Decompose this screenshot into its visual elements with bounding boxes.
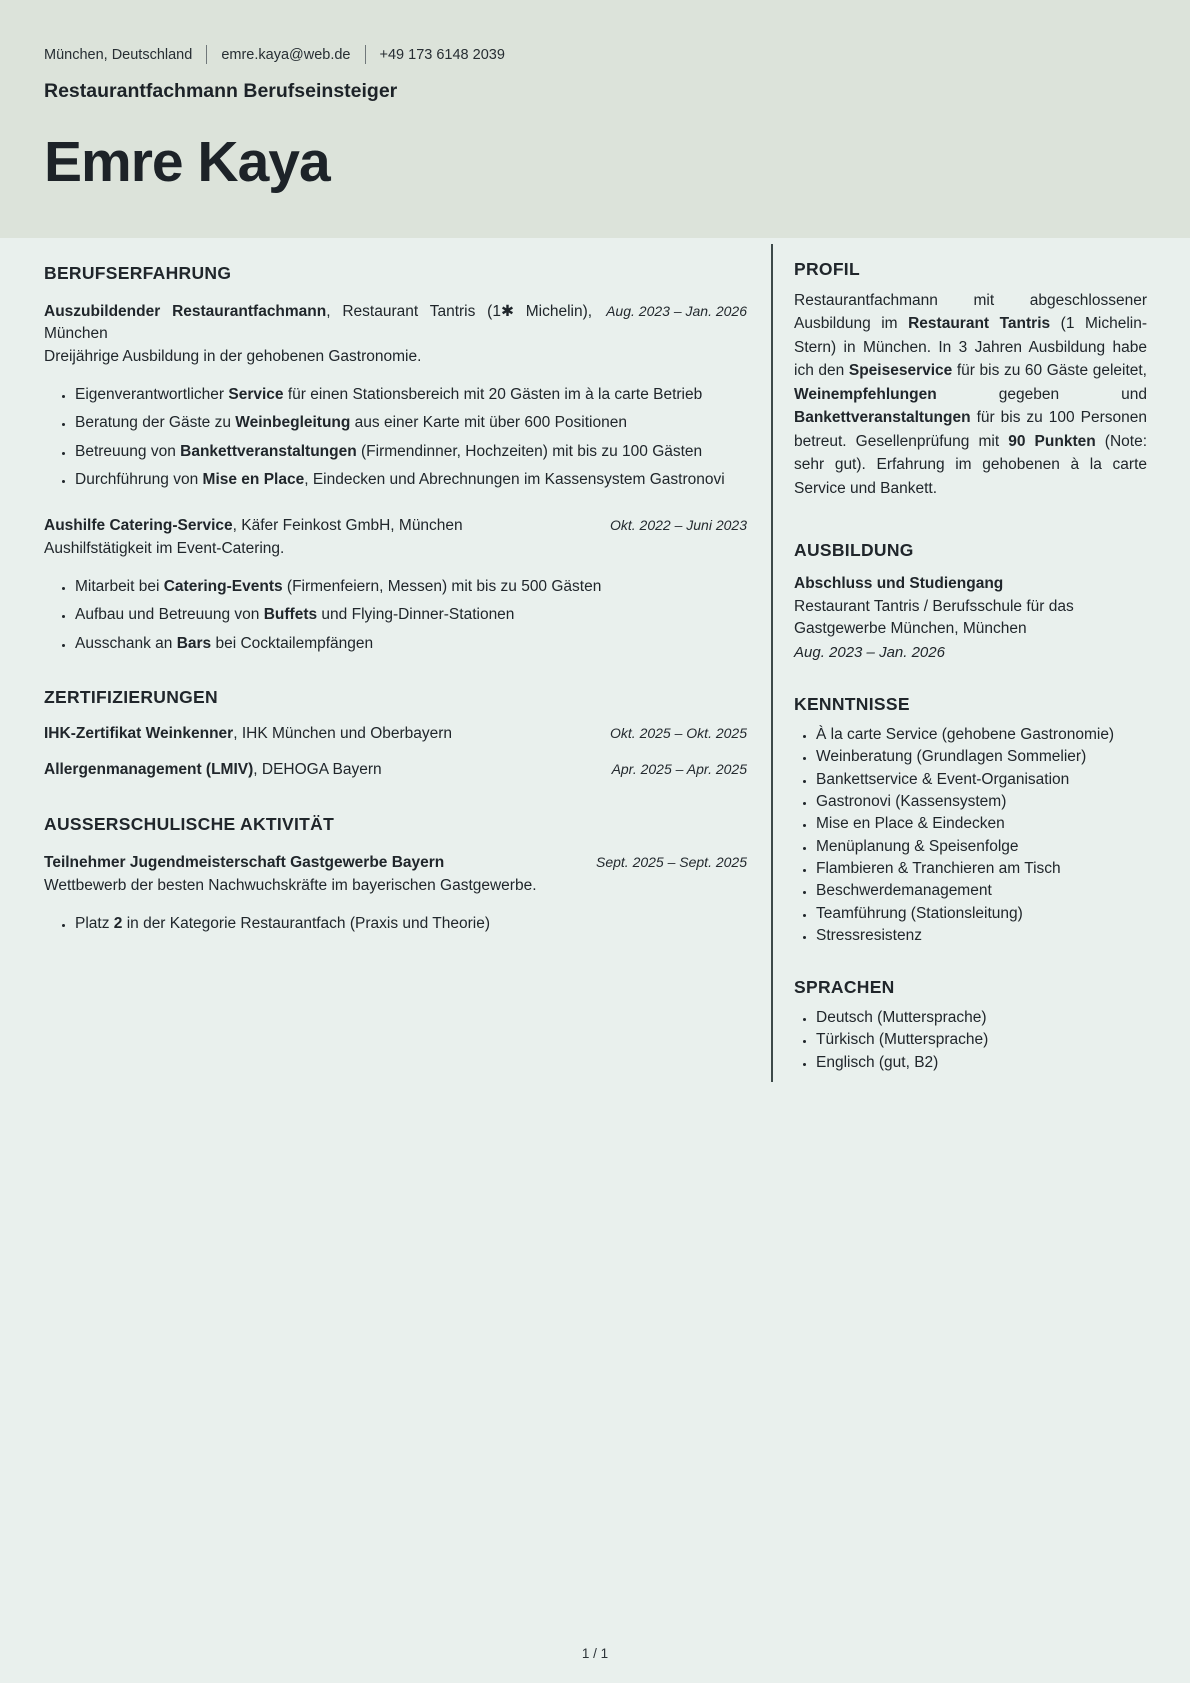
bullet-item: • Aufbau und Betreuung von Buffets und Flying-Dinner-Stationen <box>75 604 747 626</box>
certification-entry <box>44 723 747 745</box>
bullet-item: • Mitarbeit bei Catering-Events (Firmenfeiern, Messen) mit bis zu 500 Gästen <box>75 576 747 598</box>
bullet-item: • Betreuung von Bankettveranstaltungen (Firmendinner, Hochzeiten) mit bis zu 100 Gästen <box>75 441 747 463</box>
entry-date: Okt. 2025 – Okt. 2025 <box>610 725 747 742</box>
section-heading-ausserschulische-aktivitaet: AUSSERSCHULISCHE AKTIVITÄT <box>44 814 335 835</box>
job-subtitle: Restaurantfachmann Berufseinsteiger <box>44 80 398 102</box>
bullet-item: • Durchführung von Mise en Place, Eindecken und Abrechnungen im Kassensystem Gastronovi <box>75 469 747 491</box>
page-number: 1 / 1 <box>581 1646 609 1661</box>
bullet-item: • Beratung der Gäste zu Weinbegleitung aus einer Karte mit über 600 Positionen <box>75 412 747 434</box>
skill-item: • Mise en Place & Eindecken <box>816 813 1147 835</box>
contact-separator <box>365 45 366 64</box>
section-heading-kenntnisse: KENNTNISSE <box>794 694 910 715</box>
entry-header <box>44 515 747 537</box>
section-heading-zertifizierungen: ZERTIFIZIERUNGEN <box>44 687 218 708</box>
entry-description: Dreijährige Ausbildung in der gehobenen Gastronomie. <box>44 347 422 365</box>
entry-date: Sept. 2025 – Sept. 2025 <box>595 854 747 871</box>
skill-item: • Flambieren & Tranchieren am Tisch <box>816 858 1147 880</box>
skill-item: • Weinberatung (Grundlagen Sommelier) <box>816 746 1147 768</box>
entry-description: Aushilfstätigkeit im Event-Catering. <box>44 539 285 557</box>
contact-row <box>44 45 1146 64</box>
skill-item: • Beschwerdemanagement <box>816 880 1147 902</box>
entry-date: Apr. 2025 – Apr. 2025 <box>611 761 747 778</box>
profile-text: Restaurantfachmann mit abgeschlossener Ausbildung im Restaurant Tantris (1 Michelin-Stern) in München. In 3 Jahren Ausbildung habe ich den Speiseservice für bis zu 60 Gäste geleitet, Weinempfehlungen gegeben und Bankettveranstaltungen für bis zu 100 Personen betreut. Gesellenprüfung mit 90 Punkten (Note: sehr gut). Erfahrung im gehobenen à la carte Service und Bankett. <box>794 291 1148 497</box>
entry-date: Okt. 2022 – Juni 2023 <box>610 516 747 533</box>
entry-title: Aushilfe Catering-Service, Käfer Feinkost GmbH, München <box>44 516 463 534</box>
entry-bullet-list <box>44 913 747 935</box>
resume-body <box>0 238 1190 1082</box>
language-item: • Deutsch (Muttersprache) <box>816 1007 1147 1029</box>
entry-date: Aug. 2023 – Jan. 2026 <box>606 302 747 319</box>
skill-item: • À la carte Service (gehobene Gastronomie) <box>816 724 1147 746</box>
contact-location: München, Deutschland <box>44 46 193 63</box>
skill-item: • Teamführung (Stationsleitung) <box>816 903 1147 925</box>
languages-list <box>794 1007 1147 1074</box>
language-item: • Englisch (gut, B2) <box>816 1052 1147 1074</box>
bullet-item: • Ausschank an Bars bei Cocktailempfängen <box>75 633 747 655</box>
skill-item: • Bankettservice & Event-Organisation <box>816 769 1147 791</box>
language-item: • Türkisch (Muttersprache) <box>816 1029 1147 1051</box>
education-date: Aug. 2023 – Jan. 2026 <box>794 644 945 662</box>
bullet-item: • Eigenverantwortlicher Service für einen Stationsbereich mit 20 Gästen im à la carte Betrieb <box>75 384 747 406</box>
section-heading-ausbildung: AUSBILDUNG <box>794 540 914 561</box>
education-degree: Abschluss und Studiengang <box>794 575 1004 593</box>
skills-list <box>794 724 1147 947</box>
contact-separator <box>206 45 207 64</box>
entry-header <box>44 852 747 874</box>
entry-title: Auszubildender Restaurantfachmann, Restaurant Tantris (1✱ Michelin), München <box>44 302 593 342</box>
section-heading-profil: PROFIL <box>794 258 860 279</box>
certification-entry <box>44 759 747 781</box>
entry-description: Wettbewerb der besten Nachwuchskräfte im bayerischen Gastgewerbe. <box>44 877 537 895</box>
skill-item: • Gastronovi (Kassensystem) <box>816 791 1147 813</box>
contact-email: emre.kaya@web.de <box>221 46 351 63</box>
section-heading-berufserfahrung: BERUFSERFAHRUNG <box>44 262 232 283</box>
entry-bullet-list <box>44 384 747 491</box>
section-heading-sprachen: SPRACHEN <box>794 977 895 998</box>
left-column <box>44 238 747 942</box>
activity-entry <box>44 852 747 935</box>
skill-item: • Menüplanung & Speisenfolge <box>816 836 1147 858</box>
right-column <box>771 244 1147 1082</box>
entry-title: Allergenmanagement (LMIV), DEHOGA Bayern <box>44 761 382 779</box>
candidate-name: Emre Kaya <box>44 130 330 194</box>
resume-header <box>0 0 1190 238</box>
contact-phone: +49 173 6148 2039 <box>379 46 505 63</box>
education-school: Restaurant Tantris / Berufsschule für das Gastgewerbe München, München <box>794 598 1074 638</box>
entry-title: Teilnehmer Jugendmeisterschaft Gastgewerbe Bayern <box>44 854 445 872</box>
bullet-item: • Platz 2 in der Kategorie Restaurantfach (Praxis und Theorie) <box>75 913 747 935</box>
experience-entry <box>44 301 747 491</box>
entry-header <box>44 301 747 345</box>
skill-item: • Stressresistenz <box>816 925 1147 947</box>
entry-title: IHK-Zertifikat Weinkenner, IHK München und Oberbayern <box>44 725 453 743</box>
entry-bullet-list <box>44 576 747 655</box>
experience-entry <box>44 515 747 655</box>
